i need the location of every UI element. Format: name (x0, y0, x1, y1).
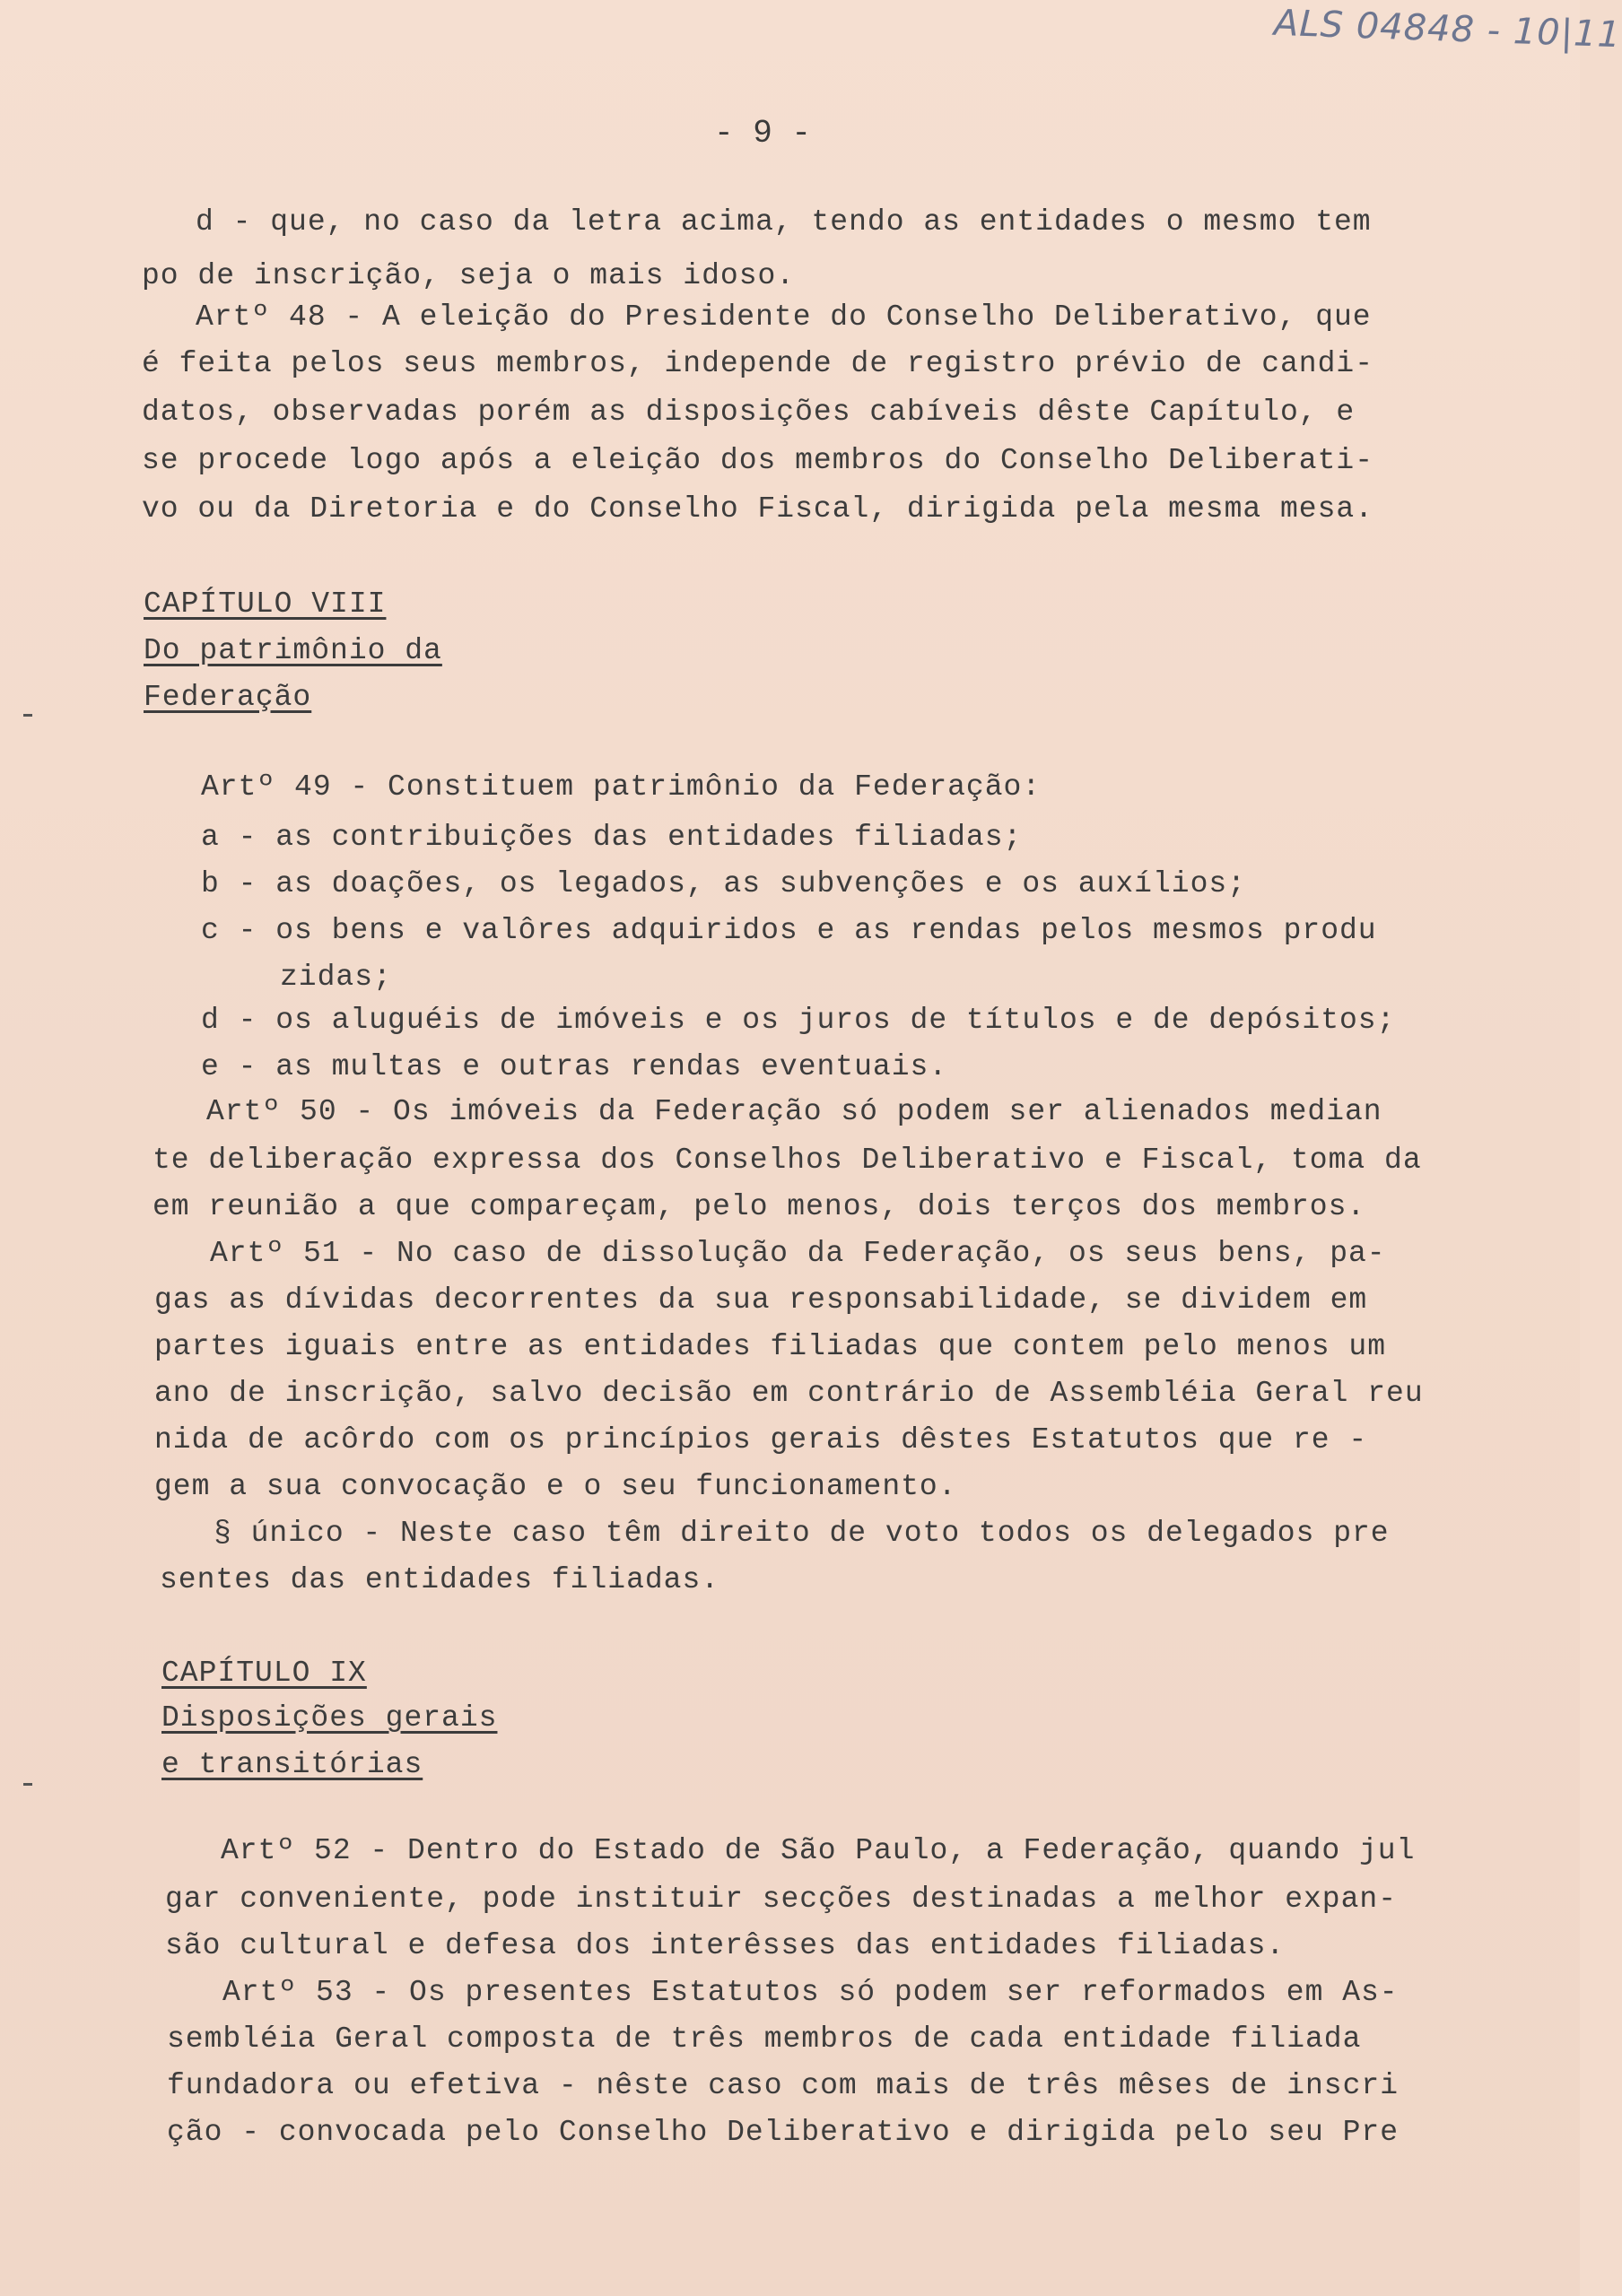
text-line: ano de inscrição, salvo decisão em contrário de Assembléia Geral reu (154, 1377, 1424, 1410)
text-line: te deliberação expressa dos Conselhos Deliberativo e Fiscal, toma da (153, 1144, 1422, 1177)
text-line: fundadora ou efetiva - nêste caso com mais de três mêses de inscri (167, 2069, 1400, 2102)
margin-mark (23, 1783, 32, 1786)
text-line: § único - Neste caso têm direito de voto todos os delegados pre (214, 1517, 1390, 1550)
margin-mark (23, 714, 32, 717)
text-line: partes iguais entre as entidades filiadas que contem pelo menos um (154, 1330, 1387, 1363)
chapter-subtitle: e transitórias (161, 1748, 423, 1781)
text-line: ção - convocada pelo Conselho Deliberativo e dirigida pelo seu Pre (167, 2116, 1400, 2149)
text-line: a - as contribuições das entidades filiadas; (201, 821, 1023, 854)
text-line: gas as dívidas decorrentes da sua responsabilidade, se dividem em (154, 1283, 1368, 1317)
text-line: nida de acôrdo com os princípios gerais dêstes Estatutos que re - (154, 1423, 1368, 1457)
text-line: são cultural e defesa dos interêsses das entidades filiadas. (165, 1929, 1286, 1962)
text-line: em reunião a que compareçam, pelo menos, dois terços dos membros. (153, 1190, 1366, 1223)
text-line: se procede logo após a eleição dos membros do Conselho Deliberati- (142, 444, 1374, 477)
text-line: Artº 52 - Dentro do Estado de São Paulo, a Federação, quando jul (221, 1834, 1416, 1867)
chapter-subtitle: Federação (144, 681, 312, 714)
text-line: sentes das entidades filiadas. (160, 1563, 720, 1596)
chapter-title: CAPÍTULO VIII (144, 587, 387, 621)
text-line: d - os aluguéis de imóveis e os juros de títulos e de depósitos; (201, 1004, 1396, 1037)
archive-reference-handwritten: ALS 04848 - 10|11 (1273, 2, 1622, 57)
text-line: Artº 48 - A eleição do Presidente do Conselho Deliberativo, que (196, 300, 1372, 334)
text-line: sembléia Geral composta de três membros de cada entidade filiada (167, 2022, 1362, 2056)
text-line: Artº 49 - Constituem patrimônio da Federação: (201, 770, 1042, 804)
text-line: Artº 50 - Os imóveis da Federação só podem ser alienados median (206, 1095, 1382, 1128)
text-line: vo ou da Diretoria e do Conselho Fiscal, dirigida pela mesma mesa. (142, 492, 1374, 526)
text-line: gar conveniente, pode instituir secções destinadas a melhor expan- (165, 1883, 1398, 1916)
page-number: - 9 - (713, 115, 812, 152)
text-line: b - as doações, os legados, as subvenções e os auxílios; (201, 867, 1246, 900)
text-line: c - os bens e valôres adquiridos e as rendas pelos mesmos produ (201, 914, 1377, 947)
text-line: d - que, no caso da letra acima, tendo as entidades o mesmo tem (196, 205, 1372, 239)
text-line: é feita pelos seus membros, independe de registro prévio de candi- (142, 347, 1374, 380)
text-line: Artº 53 - Os presentes Estatutos só podem ser reformados em As- (222, 1976, 1399, 2009)
text-line: datos, observadas porém as disposições cabíveis dêste Capítulo, e (142, 396, 1356, 429)
text-line: Artº 51 - No caso de dissolução da Federação, os seus bens, pa- (210, 1237, 1386, 1270)
text-line: gem a sua convocação e o seu funcionamento. (154, 1470, 957, 1503)
chapter-title: CAPÍTULO IX (161, 1657, 367, 1690)
chapter-subtitle: Do patrimônio da (144, 634, 442, 667)
text-line: po de inscrição, seja o mais idoso. (142, 259, 796, 292)
text-line: zidas; (280, 961, 392, 994)
chapter-subtitle: Disposições gerais (161, 1701, 498, 1735)
text-line: e - as multas e outras rendas eventuais. (201, 1050, 948, 1083)
